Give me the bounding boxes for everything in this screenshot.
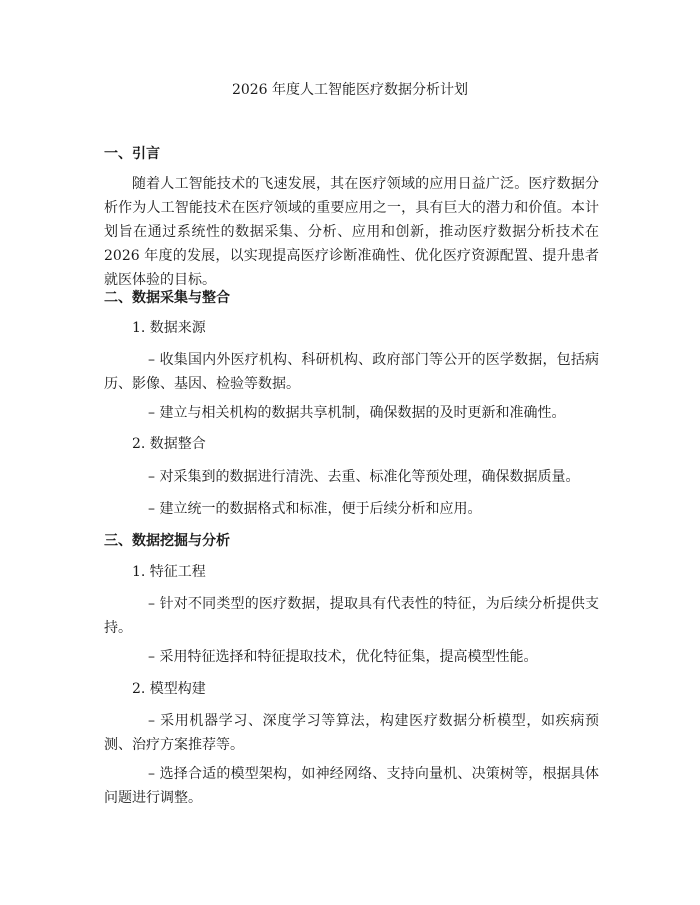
introduction-paragraph: 随着人工智能技术的飞速发展，其在医疗领域的应用日益广泛。医疗数据分析作为人工智能技术在医疗领域的重要应用之一，具有巨大的潜力和价值。本计划旨在通过系统性的数据采集、分析、应用和创新，推动医疗数据分析技术在 2026 年度的发展，以实现提高医疗诊断准确性、优化医疗资源配置、提升患者就医体验的目标。: [104, 176, 599, 288]
bullet-feature-engineering-1: – 针对不同类型的医疗数据，提取具有代表性的特征，为后续分析提供支持。: [104, 596, 599, 636]
list-item-feature-engineering: 1. 特征工程: [132, 564, 206, 580]
section-heading-data-mining: 三、数据挖掘与分析: [104, 533, 230, 549]
bullet-model-building-1: – 采用机器学习、深度学习等算法，构建医疗数据分析模型，如疾病预测、治疗方案推荐等。: [104, 713, 599, 753]
bullet-data-integration-2: – 建立统一的数据格式和标准，便于后续分析和应用。: [148, 501, 482, 517]
bullet-data-source-1: – 收集国内外医疗机构、科研机构、政府部门等公开的医学数据，包括病历、影像、基因、检验等数据。: [104, 352, 599, 392]
list-item-model-building: 2. 模型构建: [132, 681, 206, 697]
list-item-data-source: 1. 数据来源: [132, 320, 206, 336]
bullet-model-building-2: – 选择合适的模型架构，如神经网络、支持向量机、决策树等，根据具体问题进行调整。: [104, 766, 599, 806]
section-heading-introduction: 一、引言: [104, 146, 160, 162]
bullet-data-source-2: – 建立与相关机构的数据共享机制，确保数据的及时更新和准确性。: [148, 405, 566, 421]
document-title: 2026 年度人工智能医疗数据分析计划: [231, 82, 469, 98]
bullet-data-integration-1: – 对采集到的数据进行清洗、去重、标准化等预处理，确保数据质量。: [148, 469, 580, 485]
bullet-feature-engineering-2: – 采用特征选择和特征提取技术，优化特征集，提高模型性能。: [148, 649, 538, 665]
section-heading-data-collection: 二、数据采集与整合: [104, 290, 230, 306]
list-item-data-integration: 2. 数据整合: [132, 436, 206, 452]
